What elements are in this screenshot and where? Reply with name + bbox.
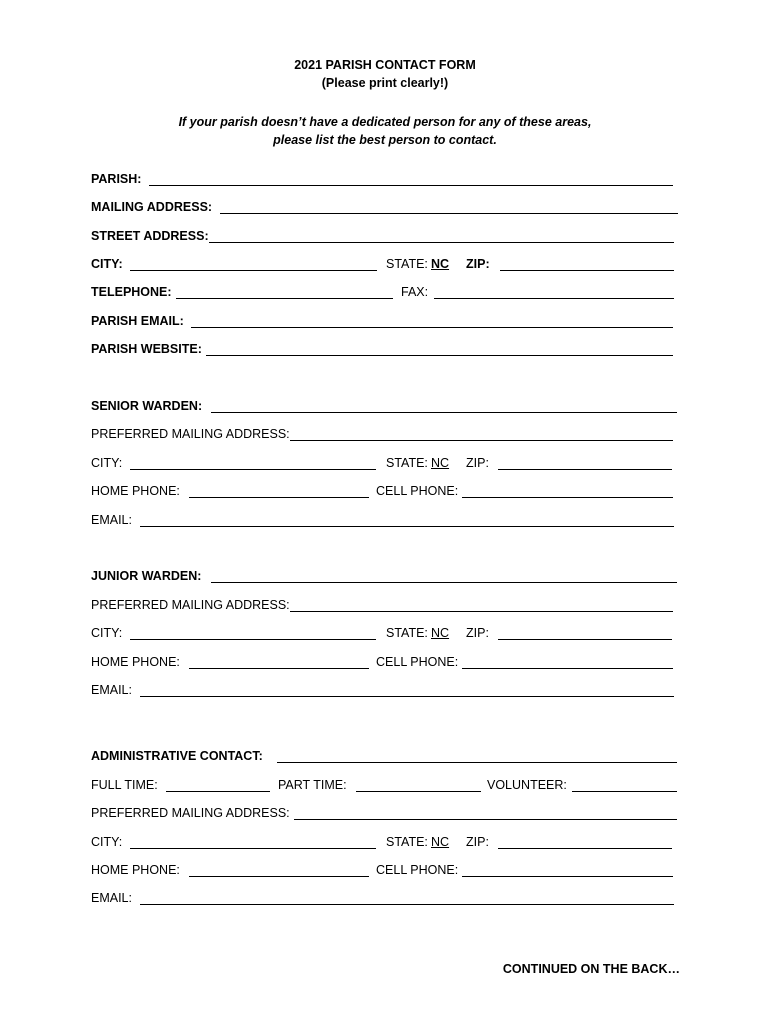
ac-cell-phone-label: CELL PHONE: [376,863,459,877]
jw-zip-field[interactable] [498,639,672,640]
admin-contact-field[interactable] [277,762,677,763]
parish-email-field[interactable] [191,327,673,328]
part-time-label: PART TIME: [278,778,347,792]
sw-state-value: NC [431,456,450,470]
state-label: STATE: [386,257,428,271]
parish-email-label: PARISH EMAIL: [91,314,184,328]
ac-cell-phone-field[interactable] [462,876,673,877]
ac-mailing-field[interactable] [294,819,677,820]
instruction-line-1: If your parish doesn’t have a dedicated person for any of these areas, [178,115,592,129]
jw-home-phone-label: HOME PHONE: [91,655,180,669]
jw-zip-label: ZIP: [466,626,489,640]
form-subtitle: (Please print clearly!) [321,76,449,90]
jw-city-field[interactable] [130,639,376,640]
ac-email-label: EMAIL: [91,891,132,905]
parish-label: PARISH: [91,172,142,186]
sw-email-label: EMAIL: [91,513,132,527]
volunteer-label: VOLUNTEER: [487,778,567,792]
sw-state-label: STATE: [386,456,428,470]
senior-warden-label: SENIOR WARDEN: [91,399,203,413]
parish-website-field[interactable] [206,355,673,356]
street-address-field[interactable] [209,242,674,243]
ac-zip-field[interactable] [498,848,672,849]
parish-field[interactable] [149,185,673,186]
junior-warden-field[interactable] [211,582,677,583]
mailing-address-field[interactable] [220,213,678,214]
jw-home-phone-field[interactable] [189,668,369,669]
zip-label: ZIP: [466,257,490,271]
ac-city-label: CITY: [91,835,123,849]
full-time-field[interactable] [166,791,270,792]
sw-home-phone-label: HOME PHONE: [91,484,180,498]
jw-mailing-field[interactable] [290,611,673,612]
jw-email-field[interactable] [140,696,674,697]
sw-mailing-field[interactable] [290,440,673,441]
jw-city-label: CITY: [91,626,123,640]
sw-zip-label: ZIP: [466,456,489,470]
ac-mailing-label: PREFERRED MAILING ADDRESS: [91,806,290,820]
ac-state-value: NC [431,835,450,849]
form-title: 2021 PARISH CONTACT FORM [294,58,476,72]
sw-home-phone-field[interactable] [189,497,369,498]
jw-state-value: NC [431,626,450,640]
jw-cell-phone-field[interactable] [462,668,673,669]
jw-mailing-label: PREFERRED MAILING ADDRESS: [91,598,290,612]
parish-website-label: PARISH WEBSITE: [91,342,202,356]
sw-city-field[interactable] [130,469,376,470]
sw-cell-phone-label: CELL PHONE: [376,484,459,498]
admin-contact-label: ADMINISTRATIVE CONTACT: [91,749,263,763]
telephone-label: TELEPHONE: [91,285,172,299]
volunteer-field[interactable] [572,791,677,792]
part-time-field[interactable] [356,791,481,792]
jw-email-label: EMAIL: [91,683,132,697]
city-label: CITY: [91,257,123,271]
ac-home-phone-label: HOME PHONE: [91,863,180,877]
ac-zip-label: ZIP: [466,835,489,849]
sw-email-field[interactable] [140,526,674,527]
telephone-field[interactable] [176,298,393,299]
state-value: NC [431,257,450,271]
junior-warden-label: JUNIOR WARDEN: [91,569,202,583]
instruction-line-2: please list the best person to contact. [273,133,497,147]
sw-zip-field[interactable] [498,469,672,470]
ac-state-label: STATE: [386,835,428,849]
street-address-label: STREET ADDRESS: [91,229,209,243]
continued-note: CONTINUED ON THE BACK… [502,962,680,976]
senior-warden-field[interactable] [211,412,677,413]
ac-email-field[interactable] [140,904,674,905]
mailing-address-label: MAILING ADDRESS: [91,200,213,214]
city-field[interactable] [130,270,377,271]
jw-state-label: STATE: [386,626,428,640]
fax-field[interactable] [434,298,674,299]
zip-field[interactable] [500,270,674,271]
sw-cell-phone-field[interactable] [462,497,673,498]
sw-mailing-label: PREFERRED MAILING ADDRESS: [91,427,290,441]
jw-cell-phone-label: CELL PHONE: [376,655,459,669]
sw-city-label: CITY: [91,456,123,470]
full-time-label: FULL TIME: [91,778,158,792]
fax-label: FAX: [401,285,429,299]
ac-city-field[interactable] [130,848,376,849]
ac-home-phone-field[interactable] [189,876,369,877]
